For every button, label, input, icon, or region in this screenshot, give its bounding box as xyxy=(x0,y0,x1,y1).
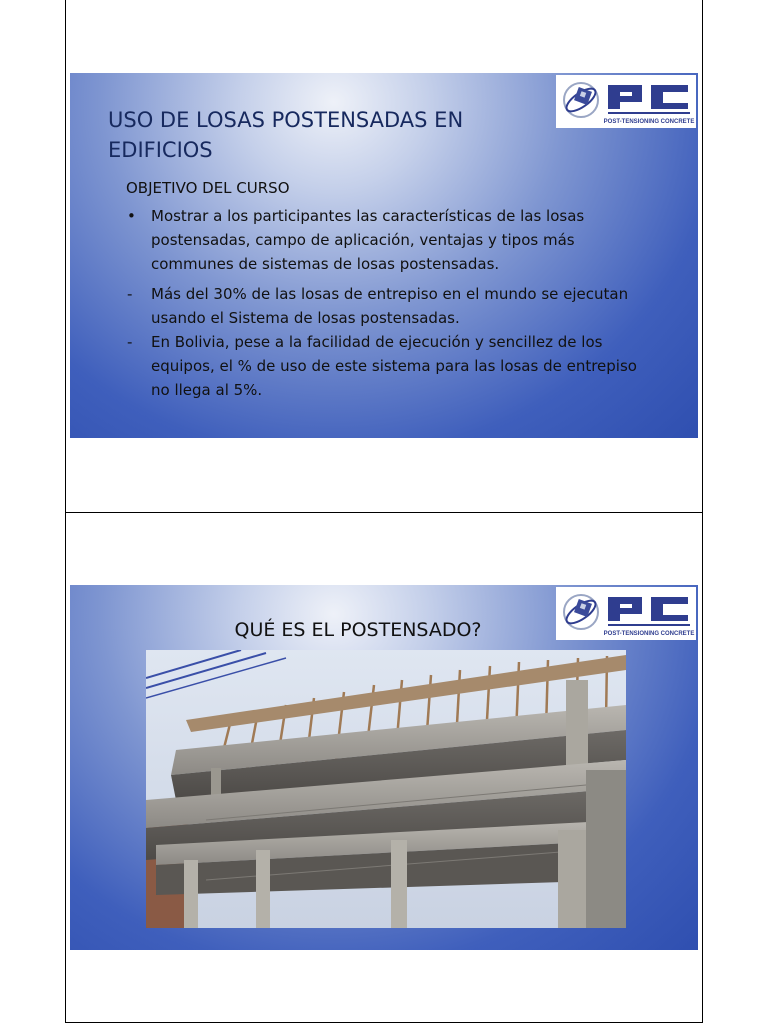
slide-1 xyxy=(70,73,698,438)
page-divider xyxy=(65,512,703,513)
dash-marker: - xyxy=(127,333,133,351)
slide-title: USO DE LOSAS POSTENSADAS EN EDIFICIOS xyxy=(108,108,464,162)
bullet-text: Mostrar a los participantes las características de las losas postensadas, campo de aplicación, ventajas y tipos más communes de sistemas de losas postensadas. xyxy=(151,207,585,273)
list-item xyxy=(126,204,656,276)
pc-logo xyxy=(556,75,696,128)
bullet-list xyxy=(126,204,656,402)
list-item xyxy=(126,282,656,330)
dash-marker: - xyxy=(127,285,133,303)
bullet-marker: • xyxy=(127,207,136,225)
slide-2 xyxy=(70,585,698,950)
list-item xyxy=(126,330,656,402)
bullet-text: En Bolivia, pese a la facilidad de ejecución y sencillez de los equipos, el % de uso de este sistema para las losas de entrepiso no llega al 5%. xyxy=(151,333,637,399)
pc-monogram xyxy=(608,85,690,114)
logo-caption: POST-TENSIONING CONCRETE xyxy=(603,631,695,637)
slide-subtitle: OBJETIVO DEL CURSO xyxy=(126,179,290,197)
slide-title: QUÉ ES EL POSTENSADO? xyxy=(234,619,482,641)
construction-photo xyxy=(146,650,626,928)
bullet-text: Más del 30% de las losas de entrepiso en el mundo se ejecutan usando el Sistema de losas postensadas. xyxy=(151,285,629,327)
globe-icon xyxy=(563,83,599,117)
logo-caption: POST-TENSIONING CONCRETE xyxy=(603,119,695,125)
